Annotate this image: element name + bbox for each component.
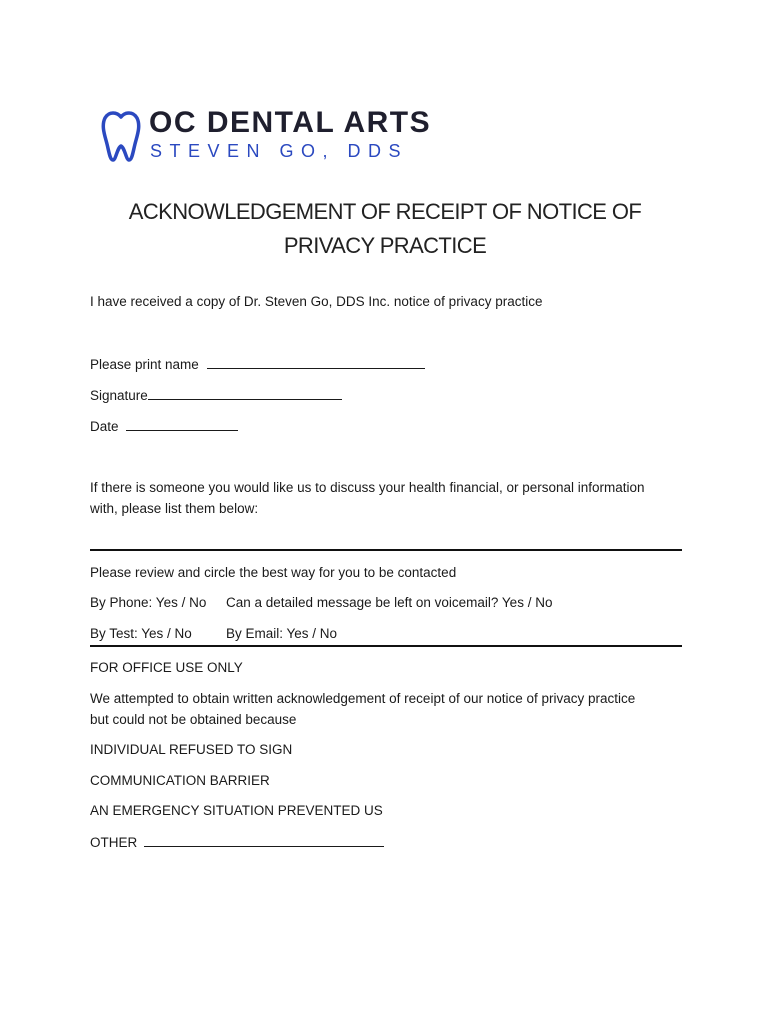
section-divider-bottom (90, 645, 682, 647)
signature-label: Signature (90, 388, 148, 403)
other-line[interactable] (144, 834, 384, 847)
contact-phone-option[interactable]: By Phone: Yes / No (90, 595, 207, 610)
contact-voicemail-option[interactable]: Can a detailed message be left on voicemail? Yes / No (226, 595, 553, 610)
tooth-logo-icon (99, 110, 143, 162)
discuss-line-1: If there is someone you would like us to discuss your health financial, or personal information (90, 480, 645, 495)
office-attempt-line-1: We attempted to obtain written acknowledgement of receipt of our notice of privacy practice (90, 691, 636, 706)
office-attempt-line-2: but could not be obtained because (90, 712, 297, 727)
logo-subtitle: STEVEN GO, DDS (150, 141, 409, 161)
contact-instruction: Please review and circle the best way for you to be contacted (90, 565, 457, 580)
receipt-statement: I have received a copy of Dr. Steven Go, DDS Inc. notice of privacy practice (90, 294, 543, 309)
signature-line[interactable] (148, 387, 342, 400)
print-name-field (90, 356, 425, 372)
contact-email-option[interactable]: By Email: Yes / No (226, 626, 338, 641)
date-field (90, 418, 238, 434)
document-title-line-1: ACKNOWLEDGEMENT OF RECEIPT OF NOTICE OF (128, 199, 642, 224)
reason-communication-barrier: COMMUNICATION BARRIER (90, 773, 270, 788)
section-divider-top (90, 549, 682, 551)
print-name-line[interactable] (207, 356, 425, 369)
other-label: OTHER (90, 835, 138, 850)
print-name-label: Please print name (90, 357, 199, 372)
reason-refused: INDIVIDUAL REFUSED TO SIGN (90, 742, 293, 757)
date-line[interactable] (126, 418, 238, 431)
other-field (90, 834, 384, 850)
contact-text-option[interactable]: By Test: Yes / No (90, 626, 192, 641)
reason-emergency: AN EMERGENCY SITUATION PREVENTED US (90, 803, 383, 818)
document-title-line-2: PRIVACY PRACTICE (283, 233, 487, 258)
logo-name: OC DENTAL ARTS (149, 106, 432, 139)
office-use-heading: FOR OFFICE USE ONLY (90, 660, 243, 675)
signature-field (90, 387, 342, 403)
date-label: Date (90, 419, 119, 434)
discuss-line-2: with, please list them below: (90, 501, 259, 516)
